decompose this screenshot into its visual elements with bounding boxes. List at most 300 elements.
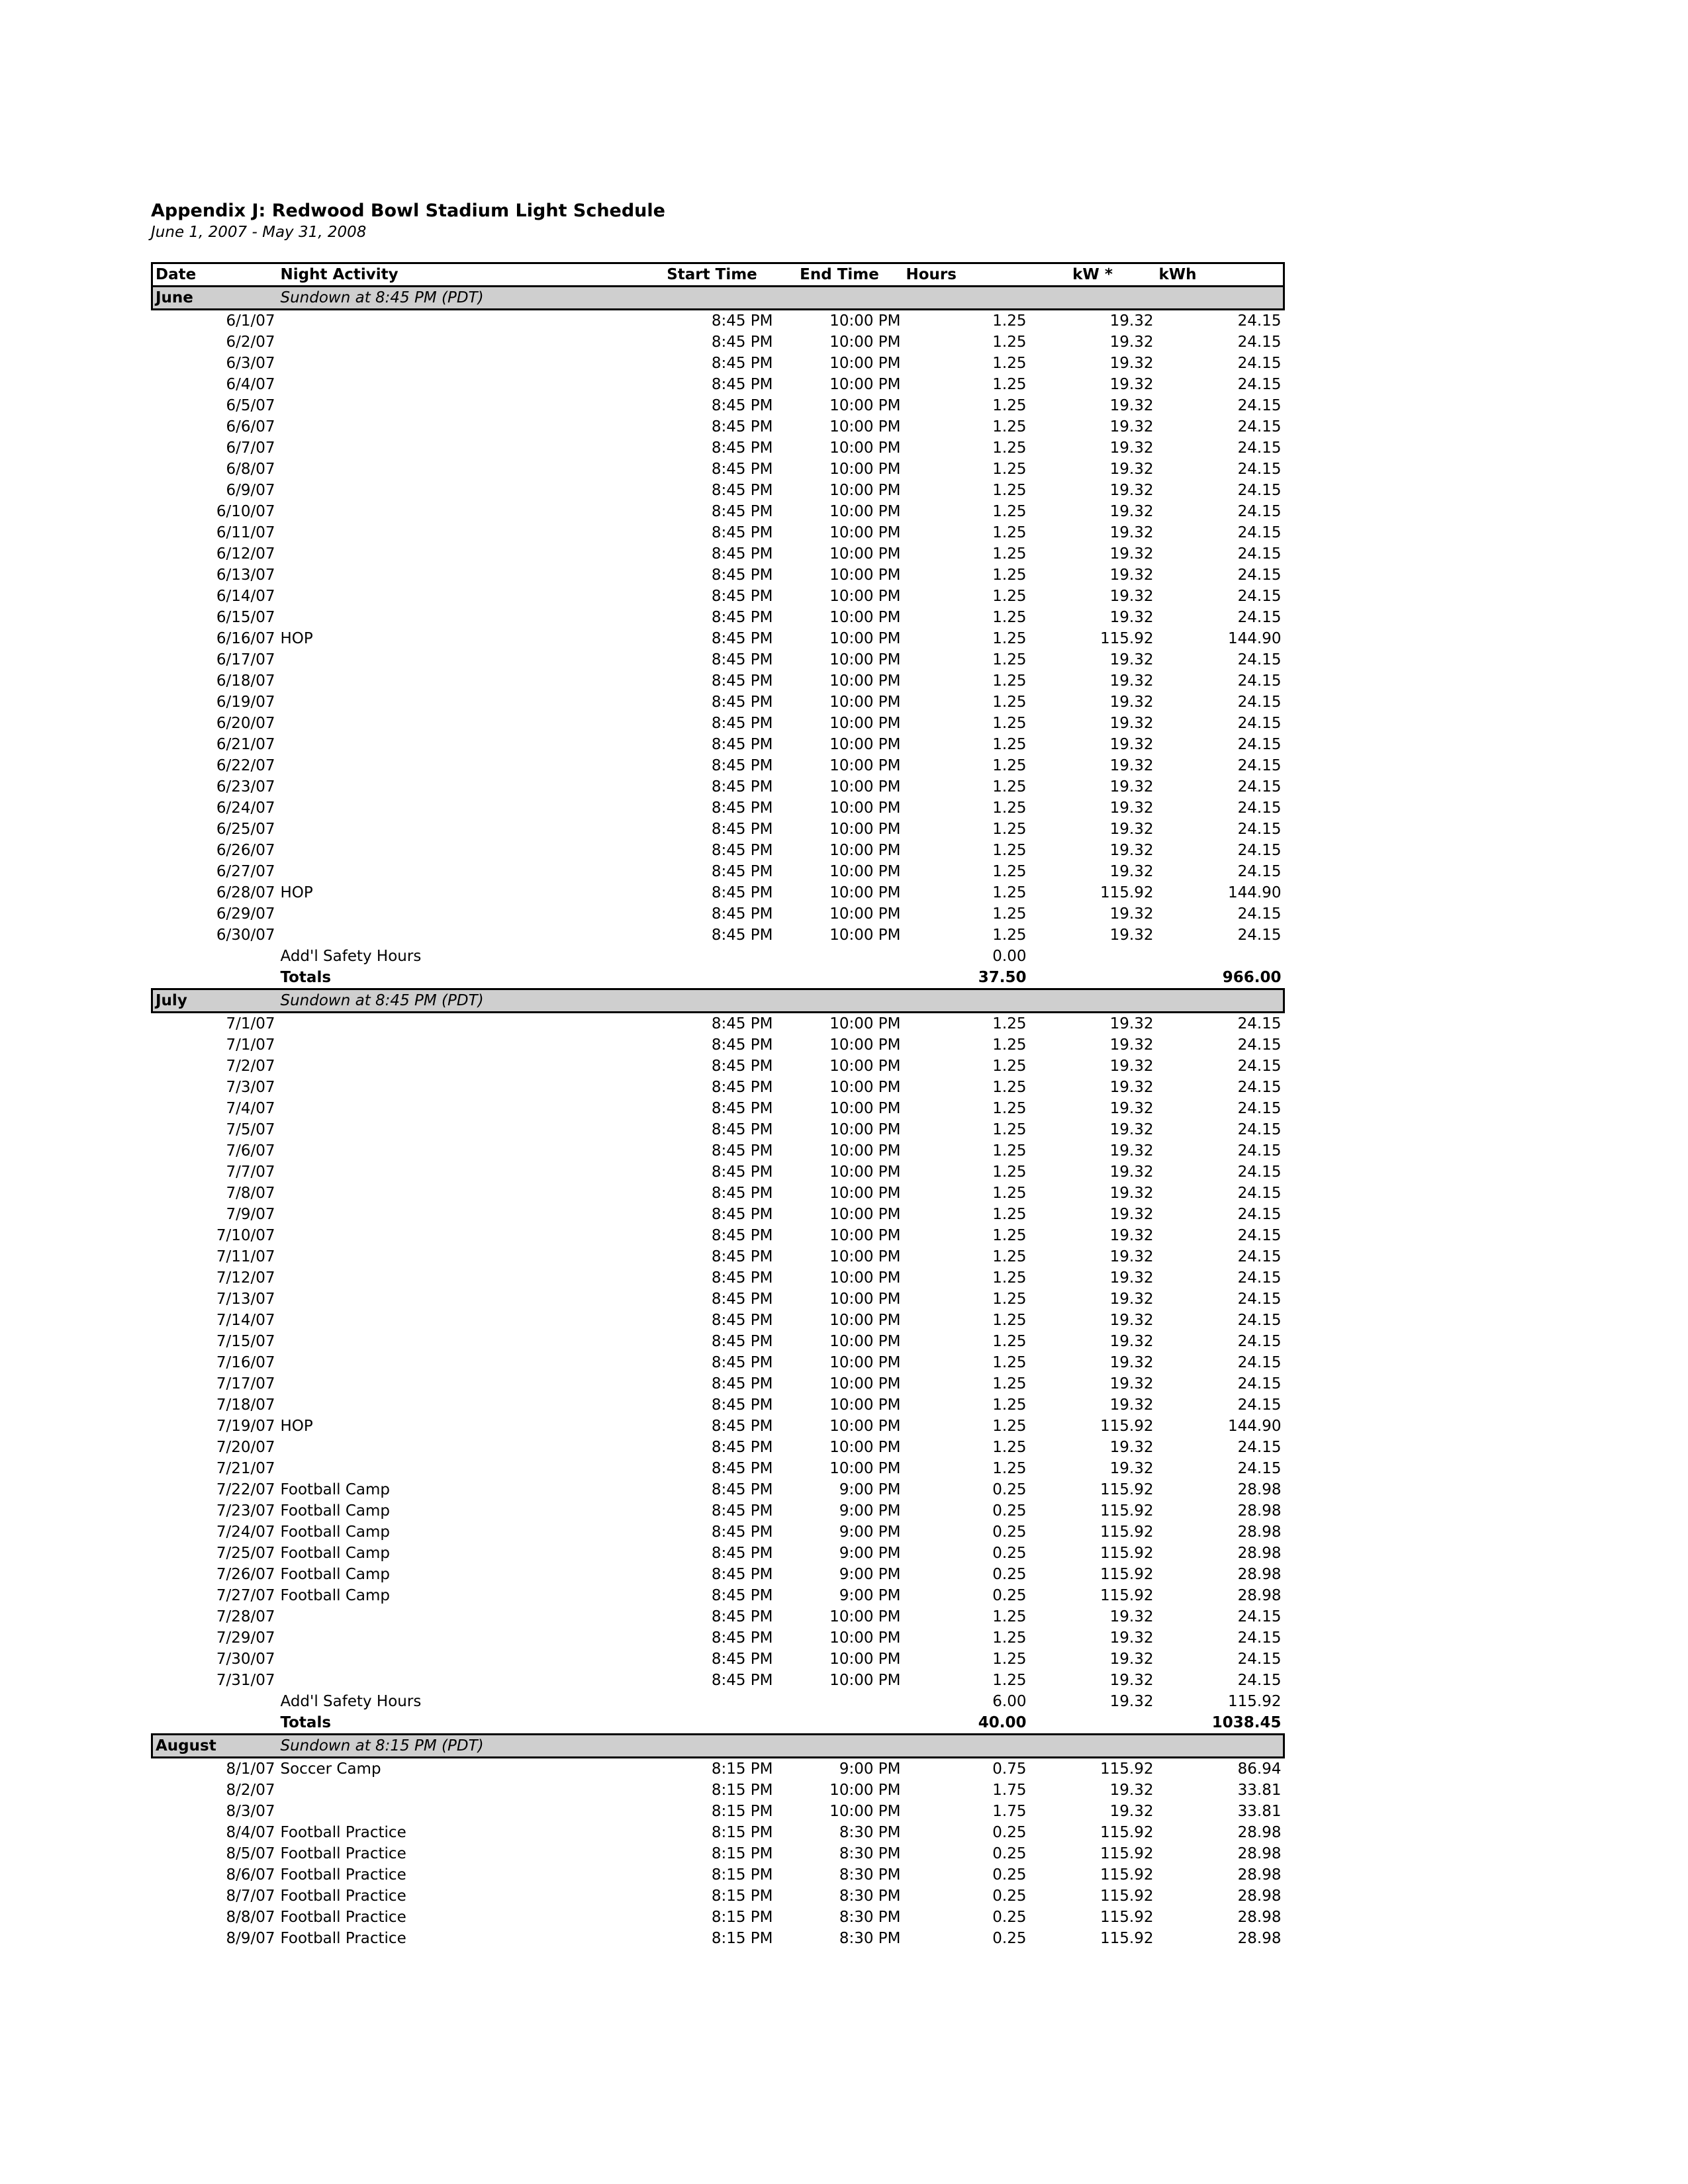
kwh-cell: 24.15	[1237, 1629, 1282, 1647]
table-row	[152, 353, 1284, 374]
kwh-cell: 24.15	[1237, 821, 1282, 838]
hours-cell: 1.25	[992, 609, 1027, 626]
table-row	[152, 1437, 1284, 1458]
date-cell: 7/23/07	[216, 1502, 275, 1520]
date-cell: 7/10/07	[216, 1227, 275, 1244]
hours-cell: 0.25	[992, 1524, 1027, 1541]
kw-cell: 115.92	[1100, 1524, 1154, 1541]
date-cell: 7/28/07	[216, 1608, 275, 1625]
end-time-cell: 10:00 PM	[829, 905, 901, 923]
kw-cell: 19.32	[1109, 1333, 1154, 1350]
date-cell: 7/30/07	[216, 1651, 275, 1668]
start-time-cell: 8:45 PM	[711, 1058, 773, 1075]
totals-label: Totals	[280, 1714, 332, 1731]
hours-cell: 1.25	[992, 1142, 1027, 1160]
kwh-cell: 24.15	[1237, 418, 1282, 435]
activity-cell	[278, 501, 649, 522]
activity-cell	[278, 1098, 649, 1119]
kw-cell: 19.32	[1109, 1015, 1154, 1032]
hours-cell: 1.25	[992, 355, 1027, 372]
activity-cell	[278, 480, 649, 501]
kwh-cell: 28.98	[1237, 1502, 1282, 1520]
start-time-cell: 8:45 PM	[711, 334, 773, 351]
table-row	[152, 1458, 1284, 1479]
kwh-cell: 86.94	[1237, 1760, 1282, 1778]
start-time-cell: 8:15 PM	[711, 1888, 773, 1905]
hours-cell: 1.25	[992, 799, 1027, 817]
kwh-cell: 24.15	[1237, 545, 1282, 563]
kw-cell: 19.32	[1109, 842, 1154, 859]
hours-cell: 1.25	[992, 418, 1027, 435]
start-time-cell: 8:45 PM	[711, 1651, 773, 1668]
start-time-cell: 8:45 PM	[711, 1036, 773, 1054]
start-time-cell: 8:15 PM	[711, 1909, 773, 1926]
start-time-cell: 8:15 PM	[711, 1803, 773, 1820]
kwh-cell: 28.98	[1237, 1845, 1282, 1862]
activity-cell	[278, 797, 649, 819]
date-cell: 8/6/07	[226, 1866, 275, 1884]
activity-cell: Football Practice	[280, 1888, 406, 1905]
end-time-cell: 10:00 PM	[829, 1651, 901, 1668]
kwh-cell: 28.98	[1237, 1481, 1282, 1498]
hours-cell: 1.25	[992, 1629, 1027, 1647]
start-time-cell: 8:15 PM	[711, 1782, 773, 1799]
end-time-cell: 10:00 PM	[829, 694, 901, 711]
empty-cell	[776, 946, 904, 967]
kw-cell: 19.32	[1109, 334, 1154, 351]
table-row	[152, 374, 1284, 395]
hours-cell: 1.25	[992, 1163, 1027, 1181]
kw-cell: 115.92	[1100, 1909, 1154, 1926]
start-time-cell: 8:45 PM	[711, 1333, 773, 1350]
kw-cell: 115.92	[1100, 1481, 1154, 1498]
date-cell: 7/22/07	[216, 1481, 275, 1498]
date-cell: 7/26/07	[216, 1566, 275, 1583]
activity-cell: Football Practice	[280, 1845, 406, 1862]
kwh-cell: 24.15	[1237, 1312, 1282, 1329]
kwh-cell: 24.15	[1237, 1036, 1282, 1054]
kw-cell: 19.32	[1109, 355, 1154, 372]
hours-cell: 1.25	[992, 1312, 1027, 1329]
sundown-note: Sundown at 8:15 PM (PDT)	[278, 1735, 1284, 1758]
activity-cell: Football Practice	[280, 1909, 406, 1926]
start-time-cell: 8:45 PM	[711, 1121, 773, 1138]
date-cell: 6/7/07	[226, 439, 275, 457]
kwh-cell: 24.15	[1237, 927, 1282, 944]
activity-cell	[278, 649, 649, 670]
kwh-cell: 24.15	[1237, 1079, 1282, 1096]
kwh-cell: 24.15	[1237, 1354, 1282, 1371]
table-row	[152, 1161, 1284, 1183]
empty-cell	[649, 967, 776, 989]
sundown-note: Sundown at 8:45 PM (PDT)	[278, 989, 1284, 1013]
end-time-cell: 10:00 PM	[829, 1079, 901, 1096]
activity-cell	[278, 1013, 649, 1035]
table-row	[152, 1183, 1284, 1204]
hours-cell: 1.25	[992, 672, 1027, 690]
document-subtitle: June 1, 2007 - May 31, 2008	[151, 224, 367, 241]
activity-cell	[278, 1310, 649, 1331]
sundown-note: Sundown at 8:45 PM (PDT)	[278, 287, 1284, 310]
date-cell: 6/3/07	[226, 355, 275, 372]
kwh-cell: 24.15	[1237, 588, 1282, 605]
date-cell: 7/8/07	[226, 1185, 275, 1202]
hours-cell: 1.25	[992, 905, 1027, 923]
end-time-cell: 10:00 PM	[829, 355, 901, 372]
table-row	[152, 1416, 1284, 1437]
column-header-kw: kW *	[1029, 263, 1156, 287]
end-time-cell: 8:30 PM	[839, 1866, 901, 1884]
table-row	[152, 1013, 1284, 1035]
end-time-cell: 10:00 PM	[829, 884, 901, 901]
date-cell: 7/25/07	[216, 1545, 275, 1562]
date-cell: 7/29/07	[216, 1629, 275, 1647]
kw-cell: 19.32	[1109, 927, 1154, 944]
hours-cell: 1.25	[992, 778, 1027, 796]
kwh-cell: 144.90	[1228, 1418, 1282, 1435]
end-time-cell: 10:00 PM	[829, 1100, 901, 1117]
hours-cell: 1.25	[992, 376, 1027, 393]
date-cell: 6/27/07	[216, 863, 275, 880]
kwh-cell: 24.15	[1237, 355, 1282, 372]
kwh-cell: 28.98	[1237, 1866, 1282, 1884]
end-time-cell: 10:00 PM	[829, 927, 901, 944]
kw-cell: 19.32	[1109, 1782, 1154, 1799]
start-time-cell: 8:45 PM	[711, 1354, 773, 1371]
date-cell: 7/11/07	[216, 1248, 275, 1265]
start-time-cell: 8:15 PM	[711, 1760, 773, 1778]
activity-cell: Soccer Camp	[280, 1760, 381, 1778]
end-time-cell: 10:00 PM	[829, 1185, 901, 1202]
activity-cell	[278, 1140, 649, 1161]
activity-cell	[278, 692, 649, 713]
column-header-activity: Night Activity	[278, 263, 649, 287]
kw-cell: 115.92	[1100, 1930, 1154, 1947]
hours-cell: 1.25	[992, 1036, 1027, 1054]
end-time-cell: 10:00 PM	[829, 482, 901, 499]
table-row	[152, 480, 1284, 501]
document-title: Appendix J: Redwood Bowl Stadium Light Schedule	[151, 201, 665, 221]
table-row	[152, 882, 1284, 903]
end-time-cell: 10:00 PM	[829, 1418, 901, 1435]
hours-cell: 1.25	[992, 715, 1027, 732]
kwh-cell: 24.15	[1237, 376, 1282, 393]
kwh-cell: 24.15	[1237, 1015, 1282, 1032]
column-header-kwh: kWh	[1156, 263, 1284, 287]
kw-cell: 19.32	[1109, 503, 1154, 520]
kwh-cell: 24.15	[1237, 672, 1282, 690]
safety-hours-label: Add'l Safety Hours	[280, 948, 422, 965]
safety-kwh-value: 115.92	[1228, 1693, 1282, 1710]
date-cell: 6/22/07	[216, 757, 275, 774]
empty-cell	[649, 1712, 776, 1735]
kw-cell: 19.32	[1109, 1354, 1154, 1371]
end-time-cell: 10:00 PM	[829, 842, 901, 859]
kwh-cell: 24.15	[1237, 799, 1282, 817]
date-cell: 7/12/07	[216, 1269, 275, 1287]
date-cell: 7/21/07	[216, 1460, 275, 1477]
end-time-cell: 10:00 PM	[829, 376, 901, 393]
table-row	[152, 755, 1284, 776]
date-cell: 6/18/07	[216, 672, 275, 690]
kw-cell: 19.32	[1109, 1163, 1154, 1181]
kw-cell: 19.32	[1109, 757, 1154, 774]
table-row	[152, 1758, 1284, 1780]
hours-cell: 0.75	[992, 1760, 1027, 1778]
month-name: June	[152, 287, 278, 310]
hours-cell: 1.75	[992, 1782, 1027, 1799]
light-schedule-table	[151, 262, 1285, 1949]
kwh-cell: 24.15	[1237, 736, 1282, 753]
table-row	[152, 1140, 1284, 1161]
start-time-cell: 8:45 PM	[711, 418, 773, 435]
end-time-cell: 10:00 PM	[829, 863, 901, 880]
start-time-cell: 8:45 PM	[711, 1418, 773, 1435]
activity-cell	[278, 670, 649, 692]
end-time-cell: 10:00 PM	[829, 757, 901, 774]
date-cell: 7/5/07	[226, 1121, 275, 1138]
kwh-cell: 24.15	[1237, 1439, 1282, 1456]
start-time-cell: 8:45 PM	[711, 567, 773, 584]
kwh-cell: 24.15	[1237, 439, 1282, 457]
table-row	[152, 840, 1284, 861]
table-row	[152, 1119, 1284, 1140]
table-row	[152, 1522, 1284, 1543]
activity-cell	[278, 1606, 649, 1627]
end-time-cell: 10:00 PM	[829, 1672, 901, 1689]
kw-cell: 115.92	[1100, 1824, 1154, 1841]
kwh-cell: 28.98	[1237, 1545, 1282, 1562]
safety-kwh-value	[1156, 946, 1284, 967]
kwh-cell: 24.15	[1237, 567, 1282, 584]
hours-cell: 1.25	[992, 651, 1027, 668]
hours-cell: 1.25	[992, 1121, 1027, 1138]
hours-cell: 1.25	[992, 1015, 1027, 1032]
empty-cell	[152, 967, 278, 989]
date-cell: 8/8/07	[226, 1909, 275, 1926]
end-time-cell: 10:00 PM	[829, 1396, 901, 1414]
totals-label: Totals	[280, 969, 332, 986]
start-time-cell: 8:45 PM	[711, 1227, 773, 1244]
activity-cell	[278, 1267, 649, 1289]
kwh-cell: 24.15	[1237, 1227, 1282, 1244]
end-time-cell: 10:00 PM	[829, 418, 901, 435]
table-row	[152, 903, 1284, 925]
date-cell: 6/6/07	[226, 418, 275, 435]
date-cell: 7/9/07	[226, 1206, 275, 1223]
end-time-cell: 10:00 PM	[829, 1269, 901, 1287]
kwh-cell: 24.15	[1237, 461, 1282, 478]
table-row	[152, 501, 1284, 522]
activity-cell	[278, 1458, 649, 1479]
start-time-cell: 8:45 PM	[711, 1460, 773, 1477]
end-time-cell: 10:00 PM	[829, 609, 901, 626]
date-cell: 8/5/07	[226, 1845, 275, 1862]
table-row	[152, 543, 1284, 565]
table-row	[152, 395, 1284, 416]
end-time-cell: 10:00 PM	[829, 439, 901, 457]
activity-cell	[278, 1119, 649, 1140]
end-time-cell: 10:00 PM	[829, 1142, 901, 1160]
kwh-cell: 24.15	[1237, 1672, 1282, 1689]
end-time-cell: 8:30 PM	[839, 1888, 901, 1905]
kwh-cell: 24.15	[1237, 1396, 1282, 1414]
start-time-cell: 8:45 PM	[711, 503, 773, 520]
kwh-cell: 24.15	[1237, 609, 1282, 626]
kw-cell: 19.32	[1109, 1312, 1154, 1329]
kw-cell: 19.32	[1109, 461, 1154, 478]
kw-cell: 19.32	[1109, 905, 1154, 923]
kw-cell: 115.92	[1100, 1845, 1154, 1862]
hours-cell: 1.25	[992, 1439, 1027, 1456]
kwh-cell: 28.98	[1237, 1824, 1282, 1841]
kw-cell: 115.92	[1100, 884, 1154, 901]
table-row	[152, 925, 1284, 946]
start-time-cell: 8:45 PM	[711, 1079, 773, 1096]
hours-cell: 1.25	[992, 1058, 1027, 1075]
activity-cell	[278, 437, 649, 459]
date-cell: 6/29/07	[216, 905, 275, 923]
end-time-cell: 9:00 PM	[839, 1545, 901, 1562]
start-time-cell: 8:45 PM	[711, 439, 773, 457]
start-time-cell: 8:45 PM	[711, 1375, 773, 1392]
activity-cell	[278, 522, 649, 543]
hours-cell: 1.25	[992, 545, 1027, 563]
end-time-cell: 9:00 PM	[839, 1760, 901, 1778]
end-time-cell: 10:00 PM	[829, 461, 901, 478]
end-time-cell: 10:00 PM	[829, 1036, 901, 1054]
end-time-cell: 10:00 PM	[829, 799, 901, 817]
table-row	[152, 1627, 1284, 1649]
start-time-cell: 8:45 PM	[711, 524, 773, 541]
schedule-body	[152, 287, 1284, 1950]
end-time-cell: 10:00 PM	[829, 821, 901, 838]
start-time-cell: 8:45 PM	[711, 757, 773, 774]
date-cell: 6/21/07	[216, 736, 275, 753]
hours-cell: 1.25	[992, 757, 1027, 774]
end-time-cell: 10:00 PM	[829, 1227, 901, 1244]
activity-cell	[278, 586, 649, 607]
hours-cell: 1.25	[992, 439, 1027, 457]
end-time-cell: 9:00 PM	[839, 1566, 901, 1583]
table-row	[152, 1225, 1284, 1246]
date-cell: 6/20/07	[216, 715, 275, 732]
end-time-cell: 10:00 PM	[829, 567, 901, 584]
hours-cell: 1.25	[992, 1672, 1027, 1689]
hours-cell: 1.25	[992, 1100, 1027, 1117]
kw-cell: 115.92	[1100, 1418, 1154, 1435]
activity-cell	[278, 1225, 649, 1246]
activity-cell: Football Camp	[280, 1545, 391, 1562]
end-time-cell: 10:00 PM	[829, 1312, 901, 1329]
end-time-cell: 10:00 PM	[829, 651, 901, 668]
hours-cell: 1.25	[992, 503, 1027, 520]
hours-cell: 1.25	[992, 397, 1027, 414]
totals-row	[152, 1712, 1284, 1735]
kw-cell: 115.92	[1100, 1866, 1154, 1884]
date-cell: 7/6/07	[226, 1142, 275, 1160]
table-row	[152, 649, 1284, 670]
kw-cell: 19.32	[1109, 1803, 1154, 1820]
kwh-cell: 28.98	[1237, 1524, 1282, 1541]
start-time-cell: 8:45 PM	[711, 884, 773, 901]
table-row	[152, 1352, 1284, 1373]
table-row	[152, 332, 1284, 353]
date-cell: 6/15/07	[216, 609, 275, 626]
hours-cell: 1.25	[992, 821, 1027, 838]
end-time-cell: 10:00 PM	[829, 312, 901, 330]
hours-cell: 1.25	[992, 1460, 1027, 1477]
kw-cell: 19.32	[1109, 1058, 1154, 1075]
activity-cell	[278, 1801, 649, 1822]
month-header-row	[152, 287, 1284, 310]
table-header-row	[152, 263, 1284, 287]
date-cell: 7/1/07	[226, 1015, 275, 1032]
kwh-cell: 28.98	[1237, 1587, 1282, 1604]
activity-cell	[278, 1780, 649, 1801]
empty-cell	[1029, 1712, 1156, 1735]
end-time-cell: 10:00 PM	[829, 524, 901, 541]
hours-cell: 1.25	[992, 1651, 1027, 1668]
hours-cell: 1.25	[992, 567, 1027, 584]
safety-hours-row	[152, 1691, 1284, 1712]
kwh-cell: 24.15	[1237, 503, 1282, 520]
start-time-cell: 8:45 PM	[711, 1100, 773, 1117]
hours-cell: 0.25	[992, 1481, 1027, 1498]
kwh-cell: 24.15	[1237, 482, 1282, 499]
kwh-cell: 24.15	[1237, 863, 1282, 880]
hours-cell: 1.25	[992, 334, 1027, 351]
date-cell: 7/24/07	[216, 1524, 275, 1541]
activity-cell	[278, 332, 649, 353]
date-cell: 6/25/07	[216, 821, 275, 838]
end-time-cell: 10:00 PM	[829, 1058, 901, 1075]
hours-cell: 1.25	[992, 1269, 1027, 1287]
hours-cell: 1.25	[992, 1227, 1027, 1244]
hours-cell: 1.25	[992, 694, 1027, 711]
table-row	[152, 1928, 1284, 1949]
date-cell: 6/17/07	[216, 651, 275, 668]
activity-cell: HOP	[280, 1418, 313, 1435]
kw-cell: 19.32	[1109, 1396, 1154, 1414]
start-time-cell: 8:45 PM	[711, 1545, 773, 1562]
safety-kw-value: 19.32	[1109, 1693, 1154, 1710]
activity-cell: Football Camp	[280, 1566, 391, 1583]
start-time-cell: 8:15 PM	[711, 1824, 773, 1841]
kwh-cell: 24.15	[1237, 757, 1282, 774]
start-time-cell: 8:45 PM	[711, 1206, 773, 1223]
hours-cell: 1.25	[992, 863, 1027, 880]
table-row	[152, 1543, 1284, 1564]
kwh-cell: 24.15	[1237, 905, 1282, 923]
activity-cell	[278, 1670, 649, 1691]
table-row	[152, 1267, 1284, 1289]
kwh-cell: 24.15	[1237, 334, 1282, 351]
kw-cell: 115.92	[1100, 1760, 1154, 1778]
table-row	[152, 1670, 1284, 1691]
table-row	[152, 1864, 1284, 1886]
activity-cell	[278, 1246, 649, 1267]
start-time-cell: 8:45 PM	[711, 863, 773, 880]
date-cell: 6/5/07	[226, 397, 275, 414]
month-header-row	[152, 989, 1284, 1013]
kw-cell: 19.32	[1109, 1291, 1154, 1308]
activity-cell: Football Practice	[280, 1866, 406, 1884]
date-cell: 8/4/07	[226, 1824, 275, 1841]
activity-cell	[278, 840, 649, 861]
kwh-cell: 144.90	[1228, 884, 1282, 901]
date-cell: 8/9/07	[226, 1930, 275, 1947]
